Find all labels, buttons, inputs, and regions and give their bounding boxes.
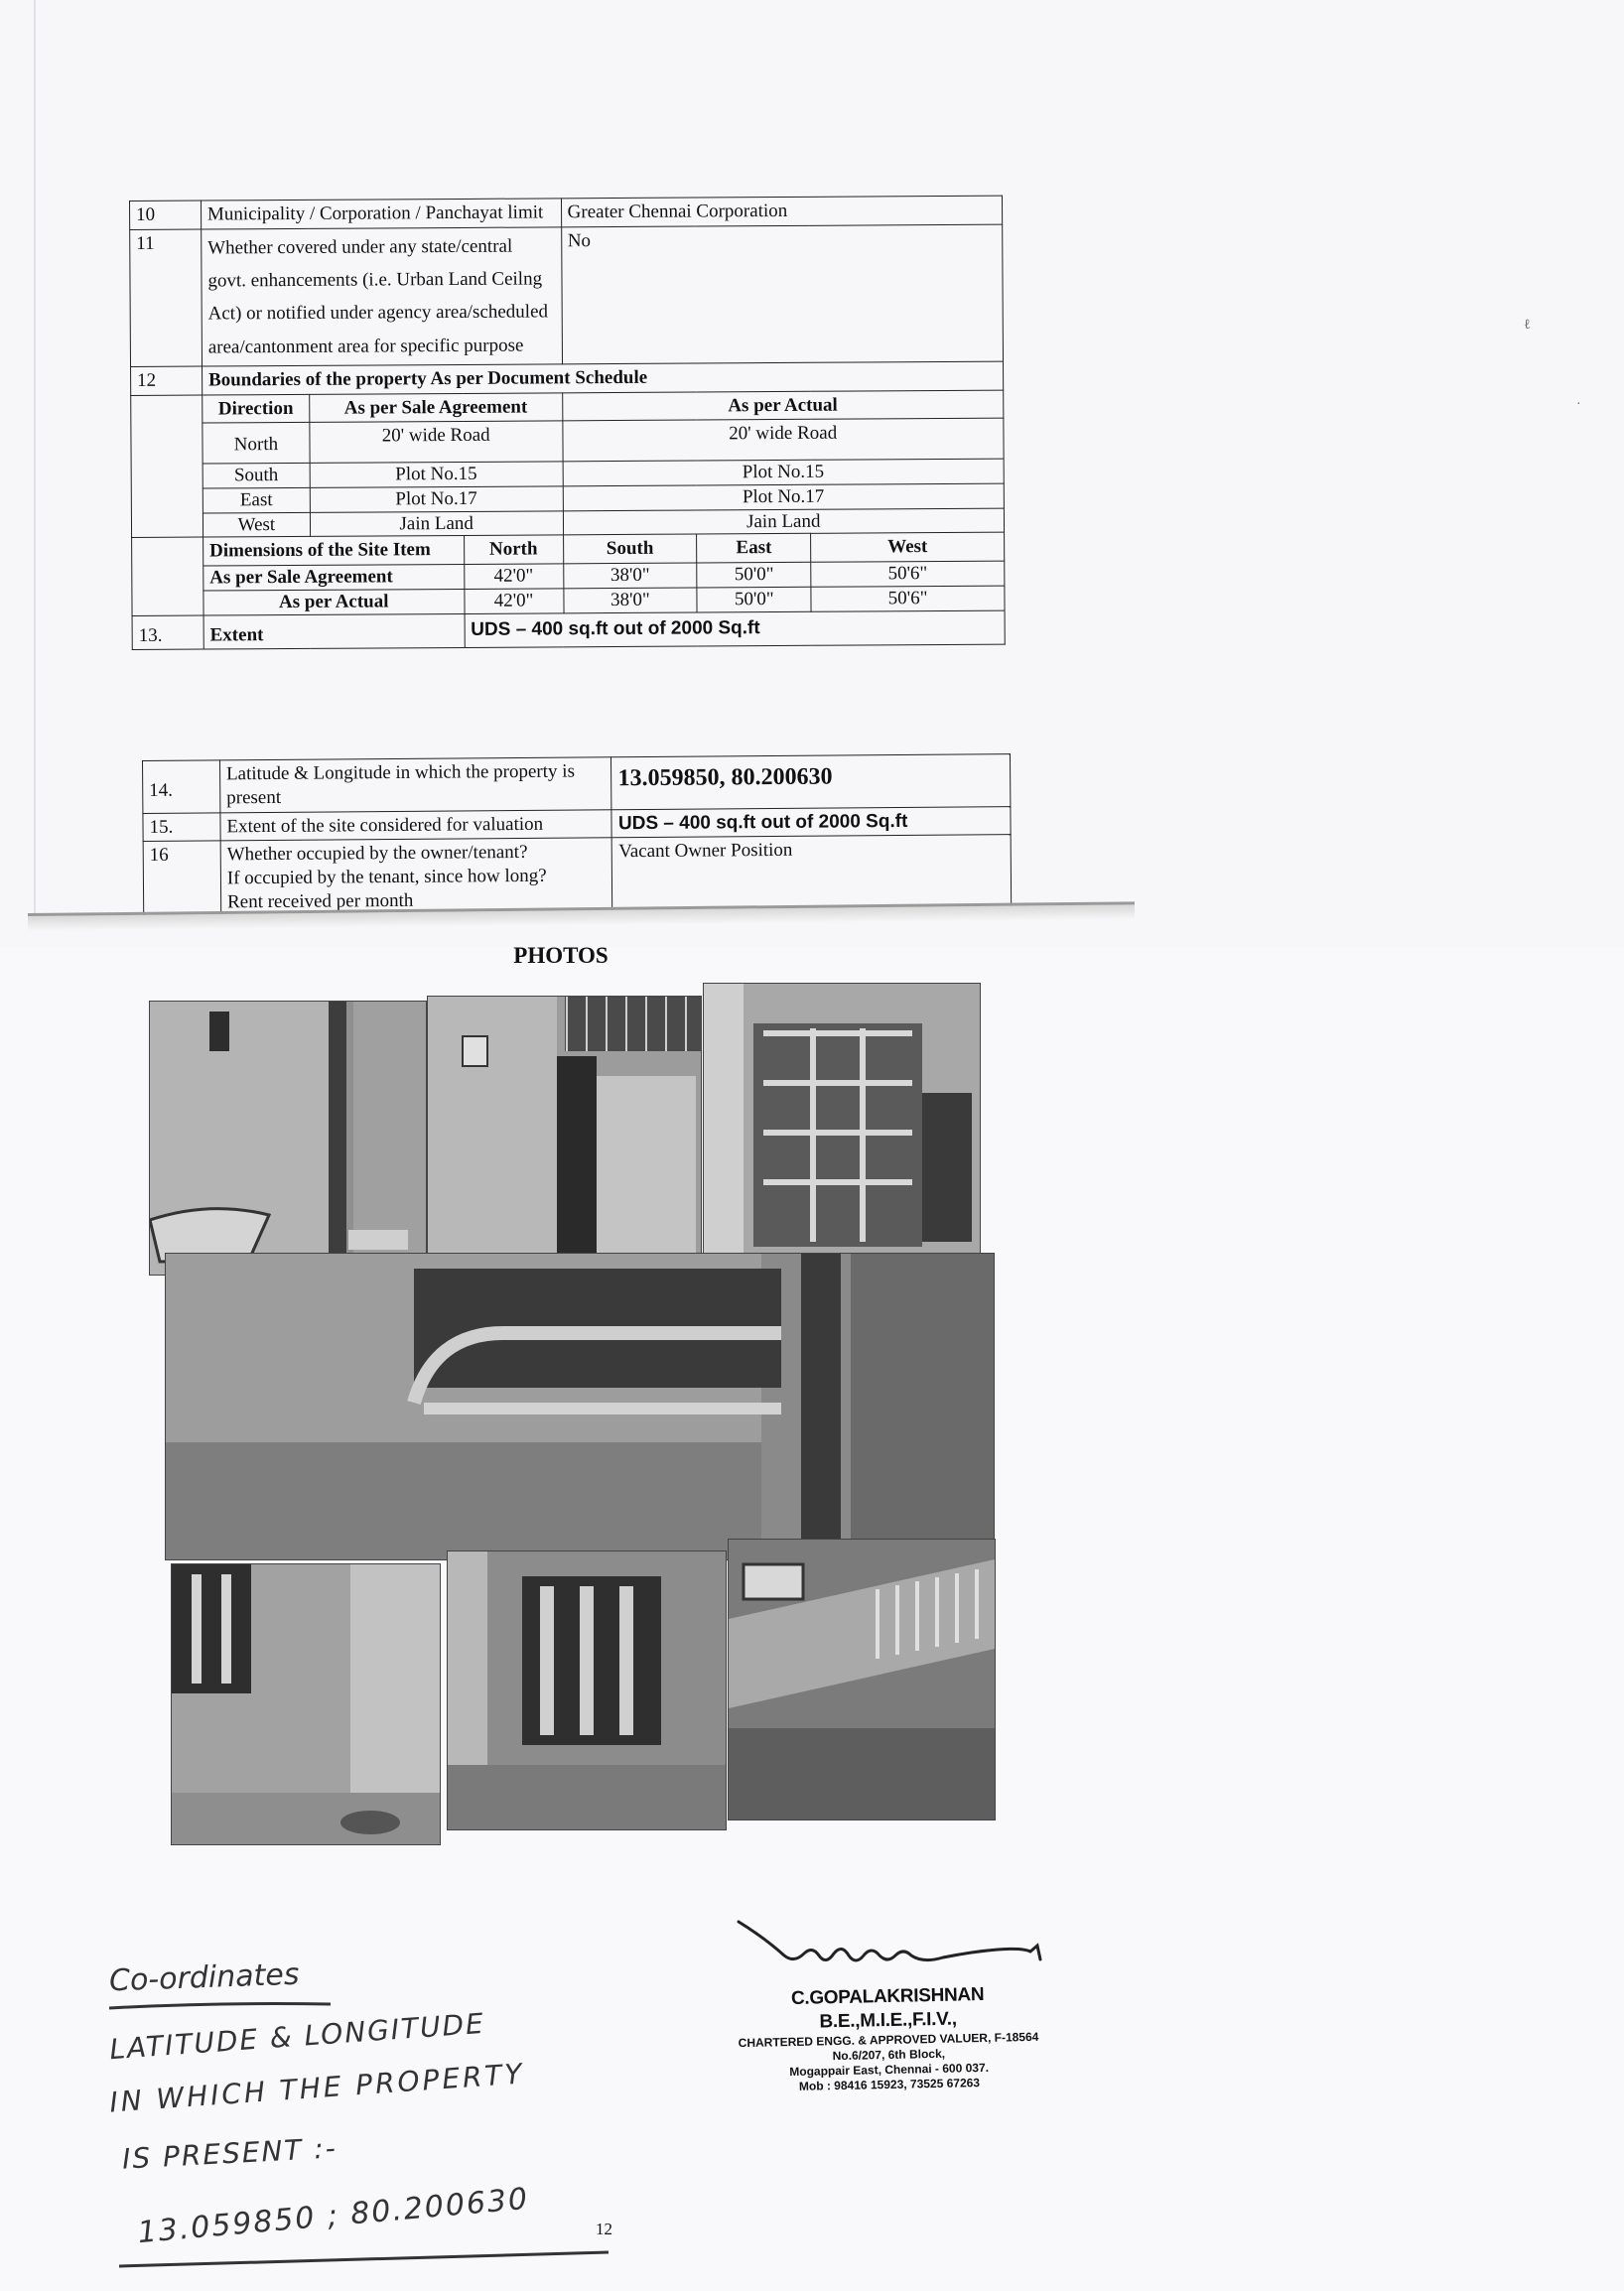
photo-washbasin (149, 1001, 427, 1276)
column-header: Dimensions of the Site Item (203, 536, 464, 566)
photo-exterior-balcony (728, 1539, 996, 1820)
direction-cell: East (203, 487, 310, 512)
label-line: Whether occupied by the owner/tenant? (226, 842, 528, 866)
photos-heading: PHOTOS (513, 943, 609, 968)
row-number: 10 (130, 201, 202, 229)
stamp-line: CHARTERED ENGG. & APPROVED VALUER, F-18564 (738, 2029, 1039, 2050)
agreement-cell: Plot No.15 (310, 462, 563, 487)
row-value: No (561, 224, 1003, 364)
page-number: 12 (596, 2220, 612, 2238)
coordinates-value: 13.059850, 80.200630 (611, 754, 1011, 810)
label-line: govt. enhancements (i.e. Urban Land Ceilng (207, 268, 543, 292)
table-row (130, 224, 1004, 366)
handwritten-note (107, 1956, 643, 2278)
column-header: North (464, 535, 563, 564)
property-details-table (129, 196, 1006, 651)
stamp-line: Mogappair East, Chennai - 600 037. (789, 2060, 990, 2079)
valuer-name: C.GOPALAKRISHNAN B.E.,M.I.E.,F.I.V., (790, 1983, 985, 2033)
label-line: Act) or notified under agency area/scheduled (207, 301, 549, 325)
actual-cell: Jain Land (563, 508, 1005, 535)
agreement-cell: Plot No.17 (310, 486, 563, 512)
row-number: 11 (130, 229, 203, 366)
dimension-label: As per Sale Agreement (203, 564, 465, 590)
dimension-value: 50'0" (697, 562, 811, 587)
valuer-stamp (724, 1982, 1053, 2095)
label-line: If occupied by the tenant, since how long? (226, 865, 547, 889)
row-number: 13. (132, 615, 203, 650)
direction-cell: South (203, 463, 310, 487)
label-line: Rent received per month (226, 889, 414, 913)
row-label: Latitude & Longitude in which the property is present (219, 757, 611, 813)
dimension-value: 50'6" (811, 561, 1005, 587)
row-label: Extent of the site considered for valuation (220, 809, 612, 841)
column-header: South (563, 534, 697, 564)
photo-kitchen-loft (165, 1253, 995, 1560)
label-line: area/cantonment area for specific purpose (207, 335, 524, 358)
row-label: Municipality / Corporation / Panchayat limit (201, 199, 561, 229)
label-line: Whether covered under any state/central (207, 235, 513, 259)
dimension-value: 42'0" (464, 564, 563, 589)
row-value: UDS – 400 sq.ft out of 2000 Sq.ft (465, 610, 1006, 648)
dimension-label: As per Actual (203, 589, 465, 614)
dimension-value: 38'0" (563, 588, 697, 613)
table-row (131, 418, 1004, 464)
stamp-line: Mob : 98416 15923, 73525 67263 (798, 2075, 981, 2093)
handwritten-line: LATITUDE & LONGITUDE (108, 2006, 486, 2067)
row-label: Extent (203, 613, 465, 649)
row-value: Vacant Owner Position (612, 835, 1012, 913)
handwritten-line: IS PRESENT :- (121, 2131, 338, 2176)
column-header: Direction (203, 394, 310, 423)
scan-speck: · (1576, 397, 1581, 412)
handwritten-line: Co-ordinates (108, 1956, 301, 1999)
column-header: East (697, 534, 811, 563)
blank-cell (132, 537, 203, 615)
valuer-signature-stamp (725, 1916, 1052, 2092)
agreement-cell: 20' wide Road (310, 421, 563, 463)
blank-cell (131, 395, 203, 538)
location-details-table (142, 753, 1012, 917)
agreement-cell: Jain Land (310, 510, 563, 536)
dimension-value: 42'0" (465, 589, 564, 613)
column-header: As per Sale Agreement (310, 392, 563, 422)
photo-doorway (427, 996, 702, 1266)
row-number: 16 (143, 841, 221, 917)
row-number: 12 (131, 366, 203, 395)
scan-speck: ℓ (1524, 318, 1531, 333)
column-header: As per Actual (562, 390, 1004, 421)
photo-window (447, 1550, 727, 1830)
dimension-value: 50'6" (811, 586, 1005, 611)
column-header: West (811, 532, 1005, 562)
signature-scribble (725, 1916, 1052, 1985)
table-row (143, 754, 1011, 813)
row-number: 15. (143, 812, 220, 841)
section-heading: Boundaries of the property As per Document Schedule (202, 361, 1003, 395)
row-value: UDS – 400 sq.ft out of 2000 Sq.ft (611, 806, 1011, 838)
actual-cell: 20' wide Road (562, 418, 1004, 461)
stamp-line: No.6/207, 6th Block, (832, 2046, 946, 2063)
direction-cell: West (203, 512, 310, 537)
actual-cell: Plot No.17 (563, 483, 1005, 510)
handwritten-line: IN WHICH THE PROPERTY (108, 2057, 526, 2119)
row-number: 14. (143, 760, 220, 813)
handwritten-underline (107, 2000, 336, 2012)
table-row (132, 610, 1005, 650)
photo-wall-shelves (703, 983, 981, 1261)
handwritten-line: 13.059850 ; 80.200630 (136, 2181, 531, 2251)
row-value: Greater Chennai Corporation (561, 196, 1003, 226)
row-label (202, 227, 562, 366)
direction-cell: North (203, 423, 310, 464)
photo-window-room (171, 1563, 441, 1845)
dimension-value: 50'0" (697, 587, 811, 611)
dimension-value: 38'0" (563, 563, 697, 589)
actual-cell: Plot No.15 (563, 459, 1005, 485)
handwritten-underline (117, 2250, 613, 2270)
row-label (220, 838, 612, 916)
